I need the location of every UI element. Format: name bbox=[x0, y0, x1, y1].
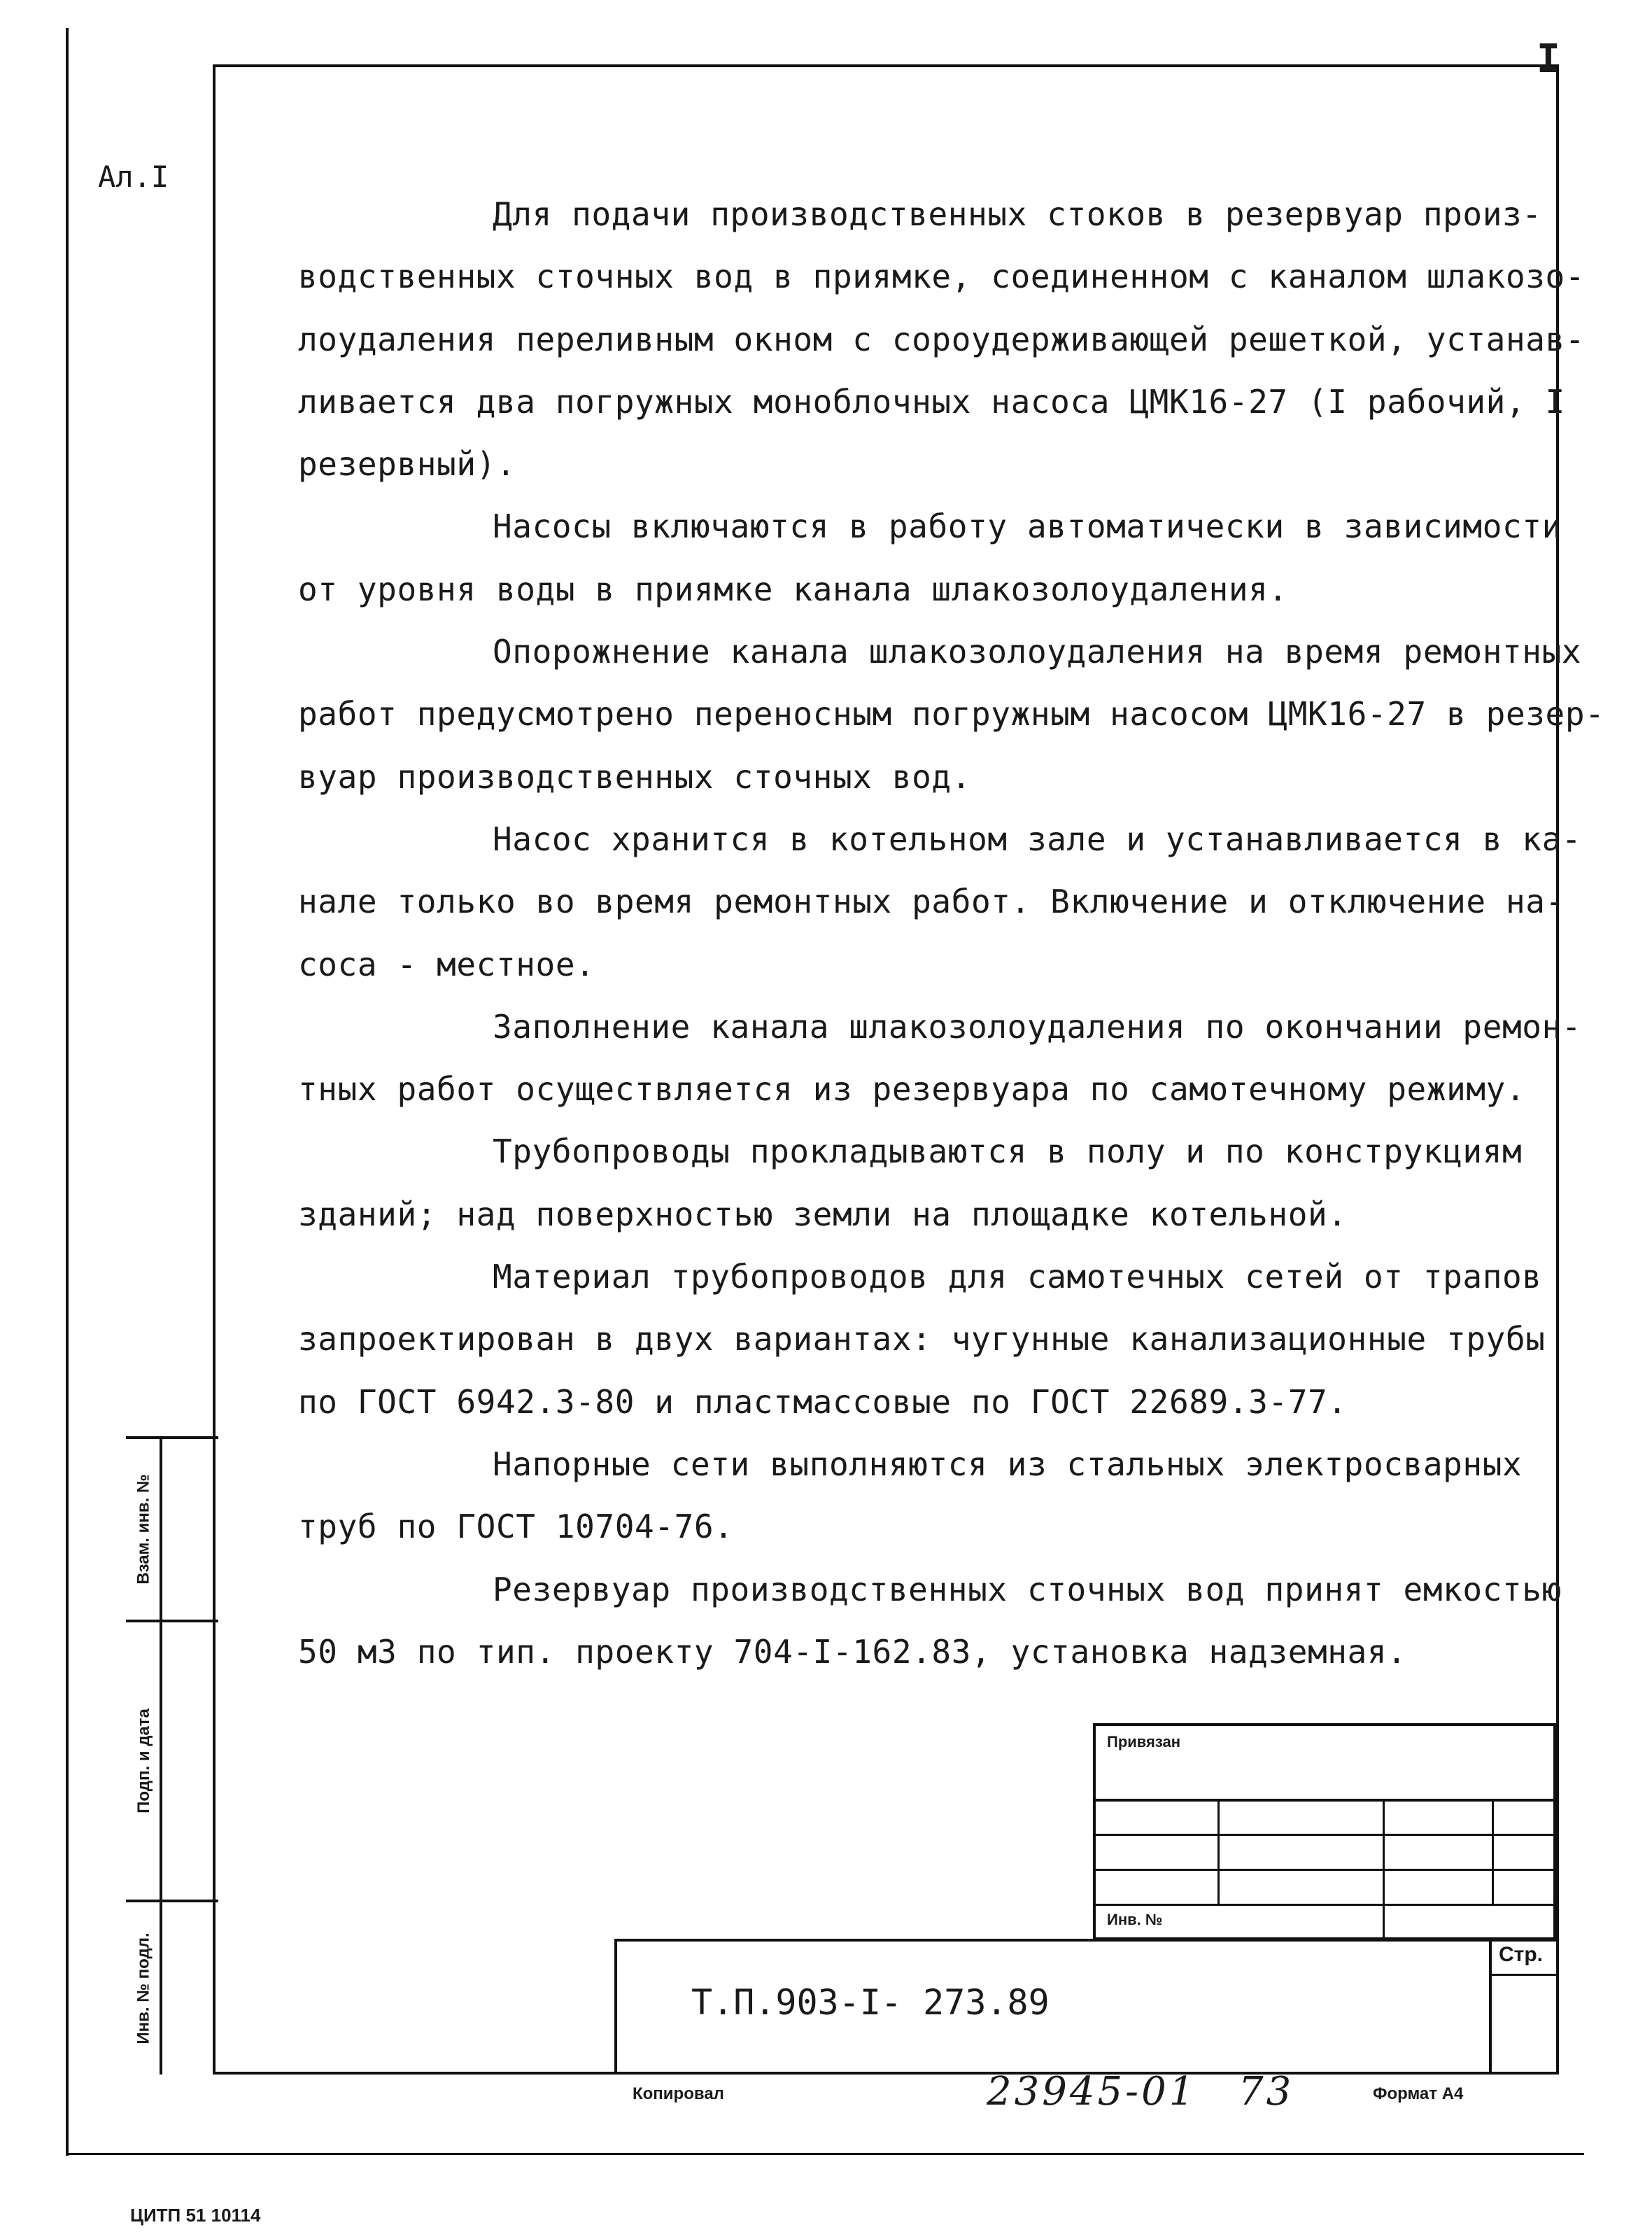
privyazan-label: Привязан bbox=[1107, 1733, 1181, 1750]
format-label: Формат А4 bbox=[1373, 2084, 1464, 2103]
body-text bbox=[298, 183, 1605, 1683]
body-line: Напорные сети выполняются из стальных электросварных bbox=[493, 1445, 1523, 1483]
handwritten-page: 73 bbox=[1238, 2069, 1294, 2114]
body-line: тных работ осуществляется из резервуара по самотечному режиму. bbox=[298, 1070, 1526, 1109]
inv-no-label: Инв. № bbox=[1107, 1911, 1163, 1928]
side-label-podp-data: Подп. и дата bbox=[134, 1708, 154, 1813]
document-designation: Т.П.903-I- 273.89 bbox=[691, 1982, 1050, 2023]
body-line: зданий; над поверхностью земли на площадке котельной. bbox=[298, 1195, 1348, 1233]
body-line: Трубопроводы прокладываются в полу и по конструкциям bbox=[493, 1132, 1523, 1171]
body-line: водственных сточных вод в приямке, соединенном с каналом шлакозо- bbox=[298, 258, 1586, 296]
handwritten-number: 23945-01 bbox=[987, 2069, 1197, 2114]
privyazan-col-line bbox=[1217, 1799, 1220, 1904]
side-stamp bbox=[126, 1436, 218, 2075]
privyazan-col-line bbox=[1383, 1799, 1385, 1940]
binding-margin-line bbox=[66, 28, 69, 2156]
side-label-vzam-inv: Взам. инв. № bbox=[134, 1474, 154, 1585]
kopiroval-label: Копировал bbox=[633, 2084, 724, 2103]
privyazan-block bbox=[1093, 1723, 1556, 1940]
body-line: Для подачи производственных стоков в резервуар произ- bbox=[493, 195, 1542, 233]
page-cell-line bbox=[1489, 1974, 1559, 1976]
side-label-inv-podl: Инв. № подл. bbox=[134, 1932, 153, 2044]
privyazan-row-line bbox=[1093, 1799, 1556, 1802]
top-page-mark: I bbox=[1537, 36, 1560, 82]
sheet-label: Ал.I bbox=[98, 160, 169, 194]
body-line: работ предусмотрено переносным погружным насосом ЦМК16-27 в резер- bbox=[298, 695, 1605, 734]
printer-mark: ЦИТП 51 10114 bbox=[130, 2205, 261, 2226]
body-line: ливается два погружных моноблочных насоса ЦМК16-27 (I рабочий, I bbox=[298, 382, 1565, 421]
body-line: вуар производственных сточных вод. bbox=[298, 757, 972, 796]
frame-top-line bbox=[213, 64, 1556, 67]
body-line: Материал трубопроводов для самотечных сетей от трапов bbox=[493, 1258, 1542, 1296]
body-line: от уровня воды в приямке канала шлакозолоудаления. bbox=[298, 570, 1288, 608]
privyazan-col-line bbox=[1492, 1799, 1494, 1904]
body-line: Резервуар производственных сточных вод принят емкостью bbox=[493, 1570, 1562, 1608]
body-line: запроектирован в двух вариантах: чугунные канализационные трубы bbox=[298, 1320, 1546, 1359]
page-column-line bbox=[1489, 1939, 1492, 2075]
body-line: Насосы включаются в работу автоматически в зависимости bbox=[493, 507, 1562, 546]
bottom-trim-line bbox=[66, 2153, 1584, 2155]
privyazan-row-line bbox=[1093, 1904, 1556, 1906]
privyazan-row-line bbox=[1093, 1869, 1556, 1871]
side-cell-podp-data bbox=[126, 1620, 218, 1900]
body-line: 50 м3 по тип. проекту 704-I-162.83, установка надземная. bbox=[298, 1632, 1407, 1671]
body-line: лоудаления переливным окном с сороудерживающей решеткой, устанав- bbox=[298, 320, 1586, 358]
side-cell-vzam-inv bbox=[126, 1436, 218, 1620]
body-line: Насос хранится в котельном зале и устанавливается в ка- bbox=[493, 820, 1582, 858]
side-cell-inv-podl bbox=[126, 1900, 218, 2075]
body-line: резервный). bbox=[298, 445, 516, 484]
body-line: соса - местное. bbox=[298, 945, 595, 983]
page-label: Стр. bbox=[1499, 1943, 1544, 1966]
body-line: труб по ГОСТ 10704-76. bbox=[298, 1508, 734, 1546]
body-line: Опорожнение канала шлакозолоудаления на время ремонтных bbox=[493, 633, 1582, 671]
privyazan-row-line bbox=[1093, 1834, 1556, 1836]
body-line: Заполнение канала шлакозолоудаления по окончании ремон- bbox=[493, 1007, 1582, 1046]
body-line: по ГОСТ 6942.3-80 и пластмассовые по ГОСТ 22689.3-77. bbox=[298, 1382, 1348, 1421]
body-line: нале только во время ремонтных работ. Включение и отключение на- bbox=[298, 883, 1565, 921]
